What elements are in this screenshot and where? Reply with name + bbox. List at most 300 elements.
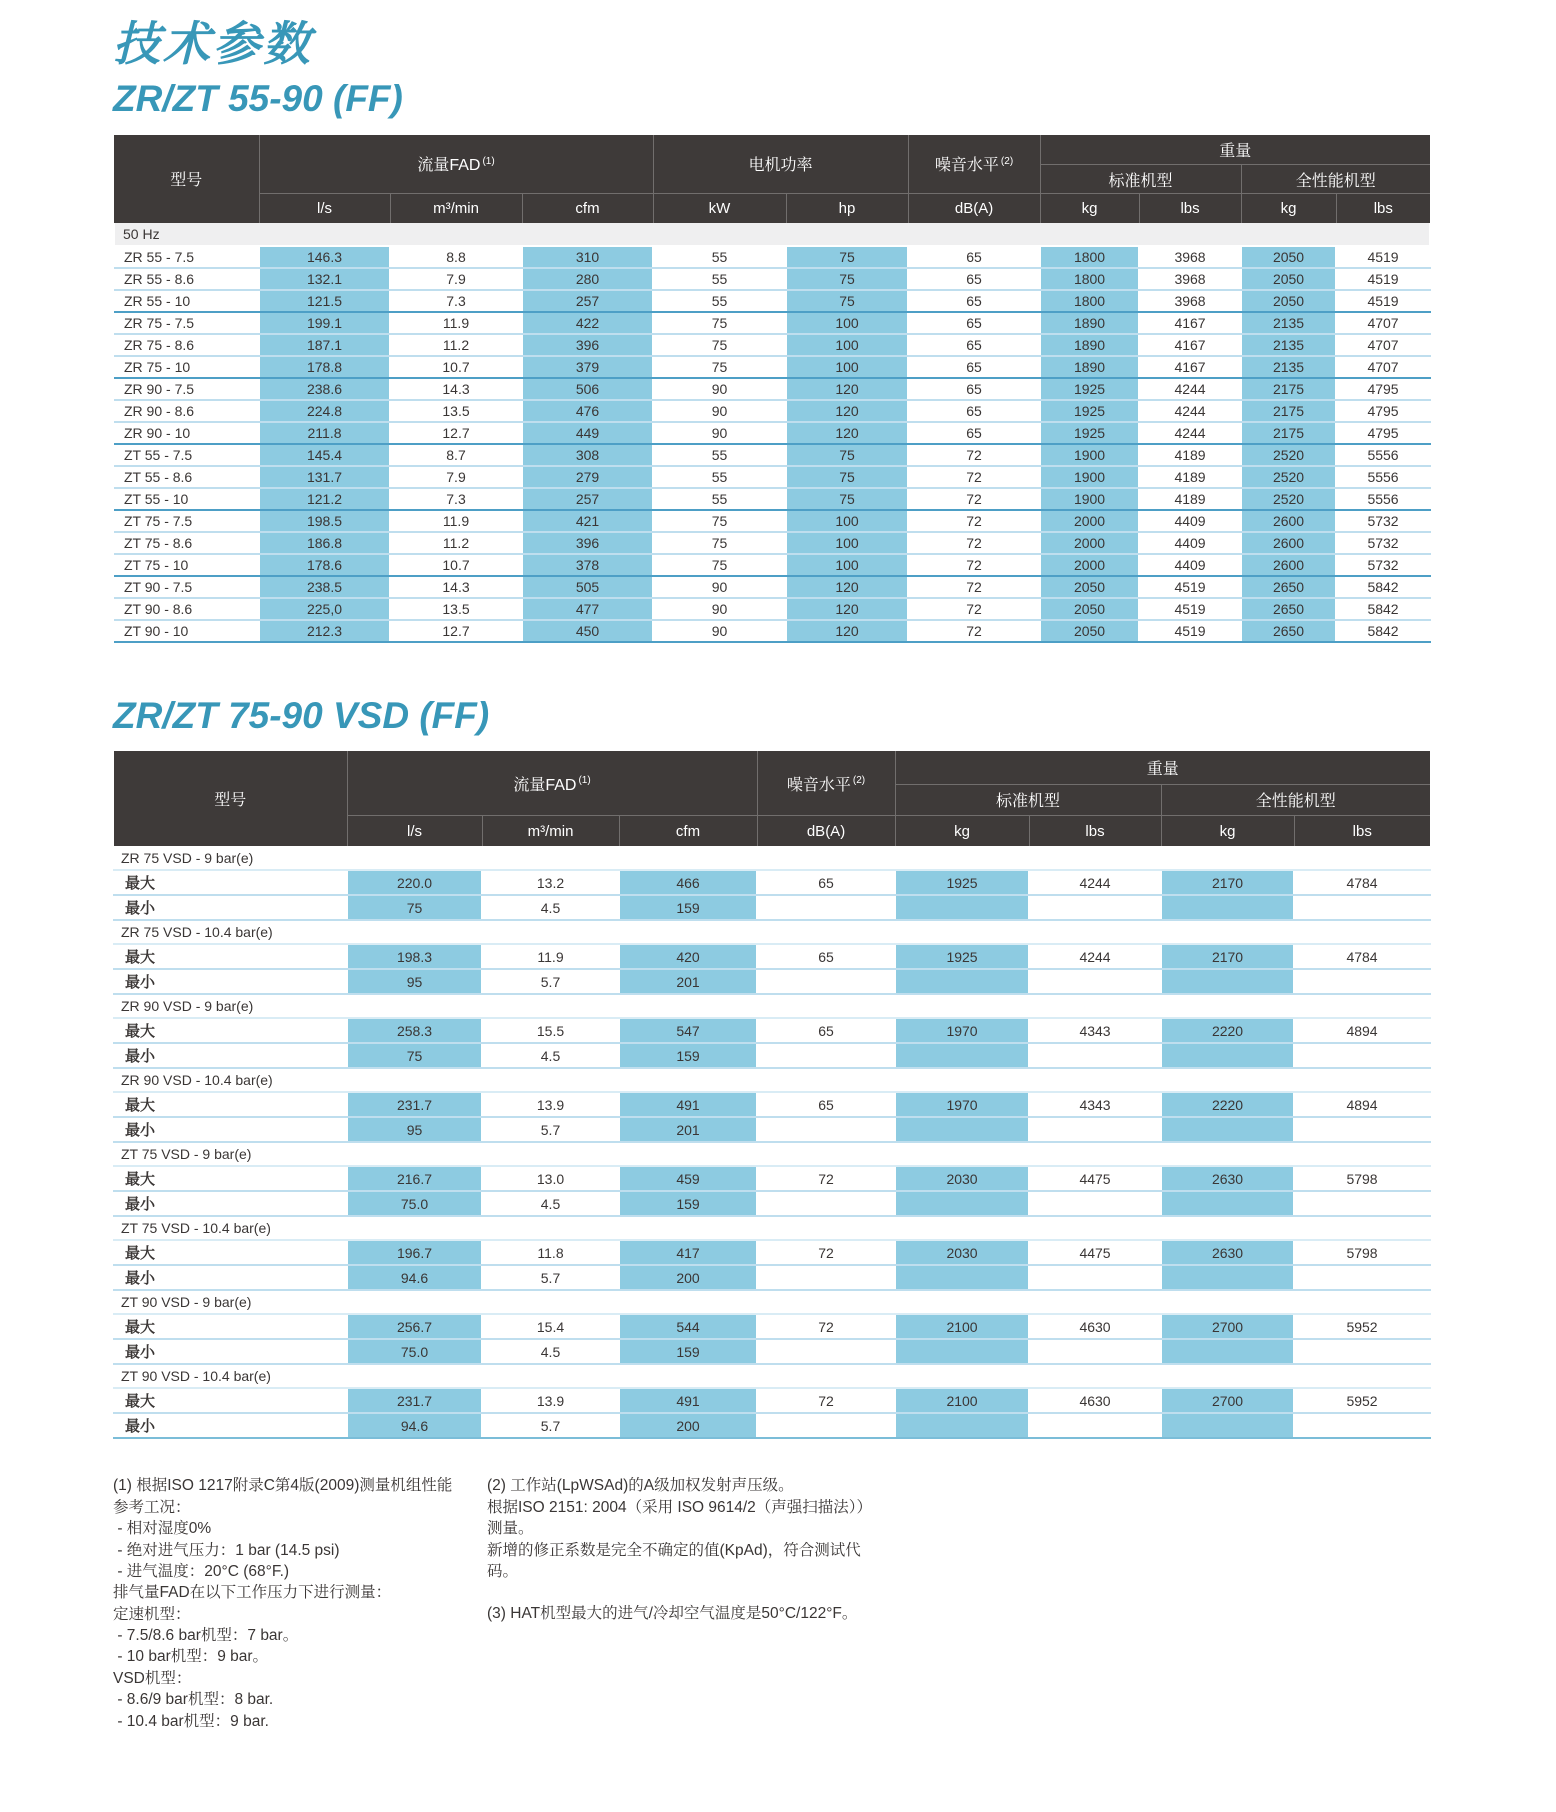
value-cell — [1029, 969, 1161, 994]
value-cell: 4343 — [1029, 1092, 1161, 1117]
value-cell: 55 — [653, 466, 786, 488]
footnote-line: - 绝对进气压力：1 bar (14.5 psi) — [113, 1541, 340, 1559]
value-cell: 4189 — [1139, 444, 1241, 466]
model-cell: ZR 90 - 10 — [114, 422, 259, 444]
value-cell: 4409 — [1139, 510, 1241, 532]
value-cell: 2100 — [895, 1388, 1029, 1413]
value-cell: 196.7 — [347, 1240, 482, 1265]
table-row — [114, 378, 1430, 400]
value-cell: 477 — [522, 598, 653, 620]
value-cell: 4244 — [1139, 378, 1241, 400]
footnote-line: VSD机型： — [113, 1669, 192, 1687]
value-cell: 2520 — [1241, 444, 1336, 466]
value-cell: 1900 — [1040, 444, 1139, 466]
max-row — [114, 1388, 1430, 1413]
value-cell: 7.9 — [390, 466, 522, 488]
value-cell: 75.0 — [347, 1339, 482, 1364]
model-cell: ZR 75 - 8.6 — [114, 334, 259, 356]
unit-lbs-std: lbs — [1139, 194, 1241, 223]
value-cell: 15.5 — [482, 1018, 619, 1043]
value-cell: 5556 — [1336, 466, 1430, 488]
value-cell — [1294, 1043, 1430, 1068]
value-cell: 4795 — [1336, 422, 1430, 444]
value-cell: 121.5 — [259, 290, 390, 312]
value-cell: 7.3 — [390, 488, 522, 510]
table-row — [114, 356, 1430, 378]
model-cell: ZR 55 - 7.5 — [114, 246, 259, 268]
value-cell: 4784 — [1294, 870, 1430, 895]
unit-cfm: cfm — [522, 194, 653, 223]
value-cell: 75.0 — [347, 1191, 482, 1216]
value-cell: 72 — [908, 488, 1040, 510]
table-row — [114, 312, 1430, 334]
value-cell: 11.2 — [390, 334, 522, 356]
table1-title: ZR/ZT 55-90 (FF) — [113, 77, 403, 119]
value-cell: 544 — [619, 1314, 757, 1339]
value-cell: 238.5 — [259, 576, 390, 598]
value-cell: 417 — [619, 1240, 757, 1265]
value-cell: 2050 — [1241, 290, 1336, 312]
value-cell: 95 — [347, 1117, 482, 1142]
table1-body — [114, 223, 1430, 642]
unit-lbs-full: lbs — [1294, 815, 1430, 846]
footnote-line: 定速机型： — [113, 1605, 191, 1623]
value-cell: 5.7 — [482, 1265, 619, 1290]
value-cell: 65 — [908, 378, 1040, 400]
model-cell: ZR 55 - 8.6 — [114, 268, 259, 290]
model-cell: ZR 75 - 7.5 — [114, 312, 259, 334]
value-cell: 15.4 — [482, 1314, 619, 1339]
footnote-line: (3) HAT机型最大的进气/冷却空气温度是50°C/122°F。 — [487, 1605, 858, 1623]
unit-kg-full: kg — [1241, 194, 1336, 223]
min-row — [114, 969, 1430, 994]
value-cell: 201 — [619, 969, 757, 994]
header-standard-model: 标准机型 — [1040, 165, 1241, 194]
value-cell — [1029, 1043, 1161, 1068]
footnote-line: (1) 根据ISO 1217附录C第4版(2009)测量机组性能 — [113, 1477, 453, 1495]
value-cell: 120 — [786, 378, 908, 400]
variant-section-label: ZT 90 VSD - 9 bar(e) — [114, 1290, 1430, 1314]
value-cell: 94.6 — [347, 1413, 482, 1438]
value-cell: 12.7 — [390, 422, 522, 444]
value-cell: 159 — [619, 1043, 757, 1068]
zr-zt-55-90-table — [113, 135, 1431, 643]
value-cell: 13.2 — [482, 870, 619, 895]
value-cell: 72 — [908, 510, 1040, 532]
unit-m3min: m³/min — [482, 815, 619, 846]
max-label: 最大 — [114, 944, 347, 969]
value-cell: 1970 — [895, 1018, 1029, 1043]
value-cell: 2050 — [1241, 268, 1336, 290]
header-weight: 重量 — [1040, 135, 1430, 165]
value-cell: 1800 — [1040, 246, 1139, 268]
value-cell: 200 — [619, 1413, 757, 1438]
value-cell: 72 — [908, 554, 1040, 576]
value-cell: 100 — [786, 532, 908, 554]
header-standard-model: 标准机型 — [895, 784, 1161, 815]
unit-m3min: m³/min — [390, 194, 522, 223]
value-cell: 65 — [908, 290, 1040, 312]
value-cell: 2650 — [1241, 620, 1336, 642]
footnote-line: - 8.6/9 bar机型：8 bar. — [113, 1691, 274, 1709]
table-row — [114, 268, 1430, 290]
value-cell: 10.7 — [390, 356, 522, 378]
value-cell: 11.8 — [482, 1240, 619, 1265]
max-label: 最大 — [114, 1166, 347, 1191]
max-row — [114, 1166, 1430, 1191]
value-cell: 2650 — [1241, 576, 1336, 598]
value-cell: 4167 — [1139, 356, 1241, 378]
max-label: 最大 — [114, 1388, 347, 1413]
min-label: 最小 — [114, 1413, 347, 1438]
model-cell: ZT 75 - 8.6 — [114, 532, 259, 554]
footnote-ref-2: (2) — [852, 775, 866, 787]
value-cell: 11.9 — [390, 312, 522, 334]
value-cell: 5798 — [1294, 1240, 1430, 1265]
variant-section-row — [114, 994, 1430, 1018]
value-cell — [1161, 1043, 1294, 1068]
value-cell: 198.3 — [347, 944, 482, 969]
value-cell: 505 — [522, 576, 653, 598]
min-label: 最小 — [114, 1191, 347, 1216]
value-cell: 4244 — [1029, 870, 1161, 895]
value-cell: 2050 — [1040, 620, 1139, 642]
value-cell: 5952 — [1294, 1388, 1430, 1413]
value-cell: 198.5 — [259, 510, 390, 532]
value-cell: 280 — [522, 268, 653, 290]
value-cell — [1294, 1265, 1430, 1290]
footnote-line: (2) 工作站(LpWSAd)的A级加权发射声压级。 — [487, 1477, 794, 1495]
unit-kg-full: kg — [1161, 815, 1294, 846]
value-cell: 2520 — [1241, 488, 1336, 510]
value-cell: 459 — [619, 1166, 757, 1191]
unit-hp: hp — [786, 194, 908, 223]
table2-header — [114, 751, 1430, 846]
value-cell: 199.1 — [259, 312, 390, 334]
footnote-line: - 进气温度：20°C (68°F.) — [113, 1562, 290, 1580]
value-cell: 1890 — [1040, 334, 1139, 356]
value-cell: 75 — [786, 290, 908, 312]
value-cell — [1029, 1117, 1161, 1142]
max-label: 最大 — [114, 1314, 347, 1339]
value-cell: 5732 — [1336, 510, 1430, 532]
footnote-line: 新增的修正系数是完全不确定的值(KpAd)，符合测试代 — [487, 1541, 861, 1559]
value-cell: 224.8 — [259, 400, 390, 422]
value-cell: 90 — [653, 598, 786, 620]
value-cell: 1925 — [895, 944, 1029, 969]
table-row — [114, 334, 1430, 356]
value-cell: 4244 — [1139, 422, 1241, 444]
value-cell: 4244 — [1139, 400, 1241, 422]
value-cell — [1161, 1413, 1294, 1438]
variant-section-row — [114, 846, 1430, 870]
unit-ls: l/s — [347, 815, 482, 846]
value-cell: 121.2 — [259, 488, 390, 510]
value-cell: 2050 — [1040, 576, 1139, 598]
max-row — [114, 1314, 1430, 1339]
value-cell: 4167 — [1139, 312, 1241, 334]
frequency-section-row — [114, 223, 1430, 246]
value-cell — [757, 1339, 895, 1364]
value-cell: 65 — [908, 312, 1040, 334]
value-cell: 3968 — [1139, 268, 1241, 290]
header-noise-level — [757, 751, 895, 815]
value-cell: 2600 — [1241, 510, 1336, 532]
value-cell: 120 — [786, 576, 908, 598]
value-cell: 4189 — [1139, 488, 1241, 510]
value-cell: 178.6 — [259, 554, 390, 576]
value-cell: 5556 — [1336, 444, 1430, 466]
value-cell: 2135 — [1241, 334, 1336, 356]
value-cell: 4894 — [1294, 1018, 1430, 1043]
value-cell: 55 — [653, 246, 786, 268]
footnote-line: 排气量FAD在以下工作压力下进行测量： — [113, 1584, 392, 1602]
min-row — [114, 1043, 1430, 1068]
footnote-line: - 7.5/8.6 bar机型：7 bar。 — [113, 1627, 299, 1644]
model-cell: ZR 55 - 10 — [114, 290, 259, 312]
value-cell: 13.9 — [482, 1388, 619, 1413]
value-cell — [1294, 969, 1430, 994]
value-cell: 159 — [619, 1191, 757, 1216]
value-cell: 10.7 — [390, 554, 522, 576]
variant-section-label: ZR 90 VSD - 9 bar(e) — [114, 994, 1430, 1018]
table2-title: ZR/ZT 75-90 VSD (FF) — [113, 694, 490, 736]
value-cell: 75 — [786, 488, 908, 510]
header-flow-fad — [347, 751, 757, 815]
value-cell: 13.5 — [390, 598, 522, 620]
footnote-line: - 10 bar机型：9 bar。 — [113, 1648, 269, 1666]
variant-section-row — [114, 920, 1430, 944]
value-cell: 120 — [786, 400, 908, 422]
value-cell: 212.3 — [259, 620, 390, 642]
value-cell: 2175 — [1241, 378, 1336, 400]
value-cell: 2630 — [1161, 1166, 1294, 1191]
value-cell — [757, 1265, 895, 1290]
value-cell: 75 — [653, 510, 786, 532]
max-label: 最大 — [114, 1018, 347, 1043]
header-model: 型号 — [114, 135, 259, 223]
variant-section-label: ZR 75 VSD - 9 bar(e) — [114, 846, 1430, 870]
value-cell: 396 — [522, 334, 653, 356]
value-cell: 120 — [786, 422, 908, 444]
value-cell: 11.9 — [482, 944, 619, 969]
value-cell — [1029, 1339, 1161, 1364]
value-cell: 2135 — [1241, 356, 1336, 378]
value-cell: 145.4 — [259, 444, 390, 466]
value-cell: 1925 — [895, 870, 1029, 895]
value-cell: 187.1 — [259, 334, 390, 356]
variant-section-row — [114, 1216, 1430, 1240]
unit-ls: l/s — [259, 194, 390, 223]
value-cell: 132.1 — [259, 268, 390, 290]
value-cell: 75 — [786, 246, 908, 268]
table-row — [114, 510, 1430, 532]
value-cell — [757, 1043, 895, 1068]
zr-zt-75-90-vsd-table — [113, 751, 1431, 1439]
footnote-ref-2: (2) — [1000, 155, 1014, 167]
value-cell: 90 — [653, 576, 786, 598]
footnote-line — [487, 1582, 1127, 1603]
value-cell: 238.6 — [259, 378, 390, 400]
value-cell: 256.7 — [347, 1314, 482, 1339]
value-cell: 65 — [757, 1018, 895, 1043]
value-cell: 4409 — [1139, 554, 1241, 576]
value-cell — [757, 1413, 895, 1438]
header-noise-label: 噪音水平 — [786, 776, 851, 794]
value-cell: 1925 — [1040, 378, 1139, 400]
footnote-ref-1: (1) — [482, 155, 495, 167]
value-cell: 65 — [908, 356, 1040, 378]
value-cell: 100 — [786, 554, 908, 576]
value-cell: 5842 — [1336, 598, 1430, 620]
value-cell: 65 — [757, 870, 895, 895]
value-cell: 1800 — [1040, 268, 1139, 290]
value-cell: 4475 — [1029, 1166, 1161, 1191]
max-label: 最大 — [114, 1092, 347, 1117]
table-row — [114, 290, 1430, 312]
value-cell — [895, 1117, 1029, 1142]
footnote-ref-1: (1) — [578, 775, 591, 787]
value-cell — [1029, 1191, 1161, 1216]
value-cell: 2050 — [1040, 598, 1139, 620]
table2-body — [114, 846, 1430, 1438]
value-cell: 55 — [653, 444, 786, 466]
footnote-line: 码。 — [487, 1562, 519, 1580]
value-cell: 55 — [653, 290, 786, 312]
value-cell: 65 — [908, 422, 1040, 444]
value-cell: 4244 — [1029, 944, 1161, 969]
unit-dba: dB(A) — [908, 194, 1040, 223]
value-cell: 72 — [908, 576, 1040, 598]
value-cell: 100 — [786, 334, 908, 356]
value-cell: 4707 — [1336, 356, 1430, 378]
value-cell: 491 — [619, 1388, 757, 1413]
value-cell — [757, 1117, 895, 1142]
header-weight: 重量 — [895, 751, 1430, 784]
unit-cfm: cfm — [619, 815, 757, 846]
value-cell: 65 — [908, 400, 1040, 422]
value-cell: 4795 — [1336, 378, 1430, 400]
value-cell: 14.3 — [390, 576, 522, 598]
value-cell: 2030 — [895, 1166, 1029, 1191]
min-label: 最小 — [114, 895, 347, 920]
table-row — [114, 246, 1430, 268]
variant-section-row — [114, 1290, 1430, 1314]
value-cell: 421 — [522, 510, 653, 532]
value-cell: 4707 — [1336, 312, 1430, 334]
value-cell: 2170 — [1161, 944, 1294, 969]
table-row — [114, 598, 1430, 620]
variant-section-label: ZR 90 VSD - 10.4 bar(e) — [114, 1068, 1430, 1092]
value-cell — [895, 895, 1029, 920]
unit-kw: kW — [653, 194, 786, 223]
footnote-line: 根据ISO 2151: 2004（采用 ISO 9614/2（声强扫描法）） — [487, 1498, 873, 1516]
unit-kg-std: kg — [895, 815, 1029, 846]
model-cell: ZT 90 - 7.5 — [114, 576, 259, 598]
model-cell: ZT 90 - 10 — [114, 620, 259, 642]
footnote-line: 参考工况： — [113, 1498, 191, 1516]
model-cell: ZT 90 - 8.6 — [114, 598, 259, 620]
value-cell — [757, 895, 895, 920]
value-cell: 216.7 — [347, 1166, 482, 1191]
value-cell: 186.8 — [259, 532, 390, 554]
value-cell: 100 — [786, 510, 908, 532]
value-cell: 4795 — [1336, 400, 1430, 422]
value-cell: 4519 — [1336, 268, 1430, 290]
model-cell: ZT 75 - 10 — [114, 554, 259, 576]
value-cell: 72 — [908, 620, 1040, 642]
value-cell: 2220 — [1161, 1092, 1294, 1117]
model-cell: ZT 55 - 8.6 — [114, 466, 259, 488]
value-cell: 3968 — [1139, 290, 1241, 312]
value-cell: 257 — [522, 488, 653, 510]
variant-section-row — [114, 1142, 1430, 1166]
value-cell: 65 — [908, 268, 1040, 290]
value-cell — [1161, 1339, 1294, 1364]
value-cell: 178.8 — [259, 356, 390, 378]
value-cell: 5732 — [1336, 532, 1430, 554]
value-cell: 4707 — [1336, 334, 1430, 356]
value-cell: 5.7 — [482, 969, 619, 994]
value-cell: 4.5 — [482, 1043, 619, 1068]
value-cell: 1800 — [1040, 290, 1139, 312]
value-cell: 120 — [786, 620, 908, 642]
min-row — [114, 1117, 1430, 1142]
footnote-line: - 10.4 bar机型：9 bar. — [113, 1712, 269, 1730]
value-cell: 131.7 — [259, 466, 390, 488]
header-noise-level — [908, 135, 1040, 194]
value-cell: 4.5 — [482, 1191, 619, 1216]
value-cell: 225,0 — [259, 598, 390, 620]
min-label: 最小 — [114, 1043, 347, 1068]
value-cell: 7.3 — [390, 290, 522, 312]
table-row — [114, 532, 1430, 554]
value-cell: 1890 — [1040, 312, 1139, 334]
value-cell: 4.5 — [482, 1339, 619, 1364]
value-cell: 72 — [757, 1314, 895, 1339]
value-cell: 1890 — [1040, 356, 1139, 378]
value-cell: 5556 — [1336, 488, 1430, 510]
value-cell: 378 — [522, 554, 653, 576]
value-cell: 75 — [653, 356, 786, 378]
variant-section-row — [114, 1068, 1430, 1092]
min-row — [114, 895, 1430, 920]
value-cell: 2175 — [1241, 400, 1336, 422]
value-cell: 2600 — [1241, 532, 1336, 554]
value-cell: 4630 — [1029, 1314, 1161, 1339]
value-cell: 75 — [653, 554, 786, 576]
value-cell: 220.0 — [347, 870, 482, 895]
unit-dba: dB(A) — [757, 815, 895, 846]
value-cell: 379 — [522, 356, 653, 378]
unit-lbs-full: lbs — [1336, 194, 1430, 223]
value-cell: 1900 — [1040, 488, 1139, 510]
min-row — [114, 1265, 1430, 1290]
value-cell: 65 — [757, 944, 895, 969]
min-row — [114, 1413, 1430, 1438]
value-cell — [1294, 1191, 1430, 1216]
value-cell — [895, 1413, 1029, 1438]
value-cell: 75 — [653, 312, 786, 334]
max-label: 最大 — [114, 870, 347, 895]
value-cell: 75 — [653, 334, 786, 356]
value-cell: 2630 — [1161, 1240, 1294, 1265]
value-cell: 90 — [653, 378, 786, 400]
footnote-line: - 相对湿度0% — [113, 1520, 212, 1538]
value-cell: 2700 — [1161, 1314, 1294, 1339]
max-row — [114, 1092, 1430, 1117]
value-cell: 279 — [522, 466, 653, 488]
